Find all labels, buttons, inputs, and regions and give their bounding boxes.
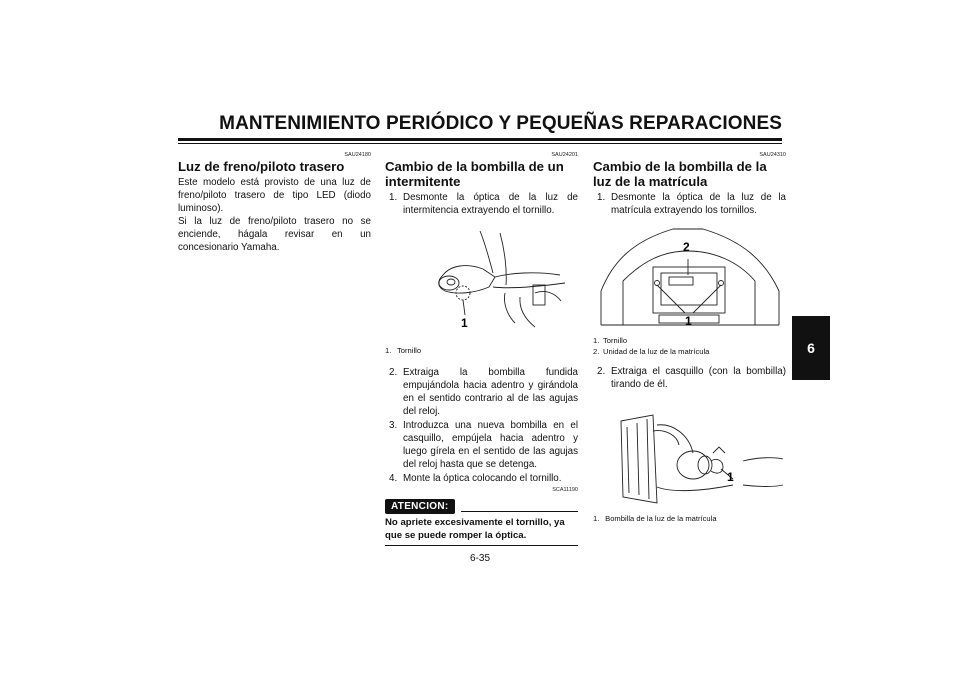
page-number: 6-35 bbox=[469, 553, 490, 564]
section-code: SAU24180 bbox=[344, 152, 371, 158]
figure-turn-signal bbox=[385, 223, 578, 341]
step-text: Desmonte la óptica de la luz de intermitencia extrayendo el tornillo. bbox=[403, 192, 578, 216]
attention-label: ATENCION: bbox=[385, 499, 455, 514]
header-rule-thick bbox=[178, 138, 782, 141]
chapter-tab: 6 bbox=[792, 316, 830, 380]
figure-bulb-socket bbox=[593, 401, 786, 509]
bulb-socket-illustration bbox=[593, 401, 786, 509]
column-turn-signal bbox=[385, 150, 578, 546]
license-plate-light-illustration bbox=[593, 221, 786, 331]
step-item: 3. Introduzca una nueva bombilla en el casquillo, empújela hacia adentro y luego gírela en el sentido de las agujas del reloj hasta que se detenga. bbox=[389, 420, 578, 470]
step-number: 1. bbox=[389, 192, 398, 203]
turn-signal-illustration bbox=[385, 223, 578, 341]
section-code: SAU24310 bbox=[759, 152, 786, 158]
section-title-brake-light: Luz de freno/piloto trasero bbox=[178, 159, 345, 174]
step-item: 2. Extraiga la bombilla fundida empujándola hacia adentro y girándola en el sentido contrario al de las agujas del reloj. bbox=[389, 367, 578, 417]
step-list bbox=[593, 191, 786, 217]
attention-text: No apriete excesivamente el tornillo, ya que se puede romper la óptica. bbox=[385, 517, 565, 541]
brake-paragraph-2: Si la luz de freno/piloto trasero no se enciende, hágala revisar en un concesionario Yamaha. bbox=[178, 216, 371, 253]
step-item: 4. Monte la óptica colocando el tornillo. bbox=[389, 473, 562, 484]
step-item: 1. Desmonte la óptica de la luz de la matrícula extrayendo los tornillos. bbox=[597, 192, 786, 216]
brake-paragraph-1: Este modelo está provisto de una luz de freno/piloto trasero de tipo LED (diodo luminoso). bbox=[178, 177, 371, 214]
column-brake-light bbox=[178, 150, 371, 254]
attention-end-rule bbox=[385, 545, 578, 546]
step-item bbox=[385, 191, 578, 217]
attention-code: SCA11190 bbox=[552, 487, 578, 493]
figure-caption: 1. Tornillo bbox=[385, 346, 422, 355]
section-title-license-plate: Cambio de la bombilla de la luz de la matrícula bbox=[593, 159, 767, 189]
figure-caption: 1. Tornillo 2. Unidad de la luz de la matrícula bbox=[593, 336, 710, 356]
page-header-title: MANTENIMIENTO PERIÓDICO Y PEQUEÑAS REPARACIONES bbox=[219, 113, 782, 134]
attention-box bbox=[385, 499, 578, 514]
step-list bbox=[593, 365, 786, 391]
step-list bbox=[385, 191, 578, 217]
figure-caption: 1. Bombilla de la luz de la matrícula bbox=[593, 514, 717, 523]
figure-label: 1 bbox=[461, 316, 468, 330]
attention-rule bbox=[461, 511, 578, 512]
column-license-plate bbox=[593, 150, 786, 524]
step-item: 2. Extraiga el casquillo (con la bombilla) tirando de él. bbox=[597, 366, 786, 390]
section-title-turn-signal: Cambio de la bombilla de un intermitente bbox=[385, 159, 564, 189]
step-list bbox=[385, 366, 578, 485]
figure-label: 1 bbox=[685, 314, 692, 328]
header-rule-thin bbox=[178, 143, 782, 144]
figure-license-plate-unit bbox=[593, 221, 786, 331]
figure-label: 1 bbox=[727, 470, 734, 484]
section-code: SAU24201 bbox=[551, 152, 578, 158]
figure-label: 2 bbox=[683, 240, 690, 254]
